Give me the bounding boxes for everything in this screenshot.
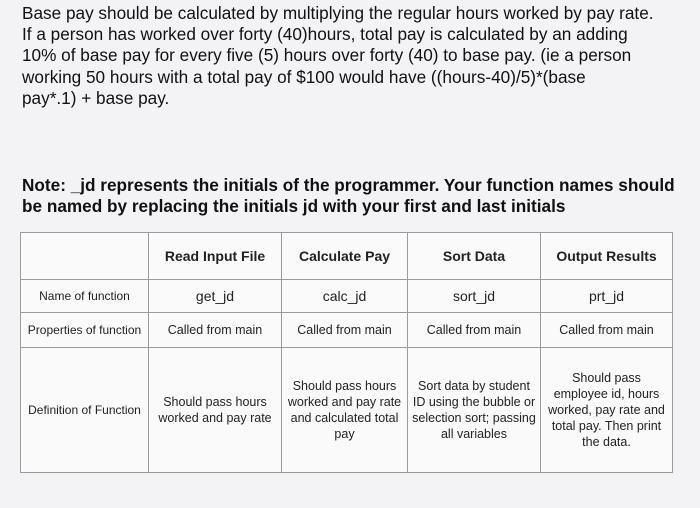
table-cell: Sort data by student ID using the bubble or selection sort; passing all variables — [408, 348, 541, 473]
table-cell: sort_jd — [408, 280, 541, 313]
table-cell: Called from main — [408, 313, 541, 348]
table-cell: prt_jd — [541, 280, 673, 313]
row-label: Properties of function — [21, 313, 149, 348]
table-row — [21, 348, 673, 473]
table-header-row — [21, 233, 673, 280]
paragraph-line: pay*.1) + base pay. — [22, 87, 170, 108]
table-header-sort-data: Sort Data — [408, 233, 541, 280]
table-header-empty — [21, 233, 149, 280]
table-cell: Should pass hours worked and pay rate and calculated total pay — [282, 348, 408, 473]
row-label: Name of function — [21, 280, 149, 313]
paragraph-line: 10% of base pay for every five (5) hours over forty (40) to base pay. (ie a person — [22, 45, 632, 66]
instructions-paragraph — [22, 3, 694, 109]
table-cell: Should pass hours worked and pay rate — [149, 348, 282, 473]
table-header-output-results: Output Results — [541, 233, 673, 280]
paragraph-line: working 50 hours with a total pay of $100 would have ((hours-40)/5)*(base — [22, 66, 586, 87]
table-row — [21, 280, 673, 313]
paragraph-line: If a person has worked over forty (40)hours, total pay is calculated by an adding — [22, 24, 628, 45]
note-line: be named by replacing the initials jd with your first and last initials — [22, 196, 566, 216]
row-label: Definition of Function — [21, 348, 149, 473]
table-header-calculate-pay: Calculate Pay — [282, 233, 408, 280]
table-cell: Called from main — [541, 313, 673, 348]
note-paragraph — [22, 175, 694, 217]
table-cell: get_jd — [149, 280, 282, 313]
table-row — [21, 313, 673, 348]
table-cell: Should pass employee id, hours worked, pay rate and total pay. Then print the data. — [541, 348, 673, 473]
table-cell: Called from main — [149, 313, 282, 348]
paragraph-line: Base pay should be calculated by multiplying the regular hours worked by pay rate. — [22, 3, 654, 23]
table-cell: calc_jd — [282, 280, 408, 313]
function-table — [20, 232, 673, 473]
note-line: Note: _jd represents the initials of the programmer. Your function names should — [22, 175, 675, 195]
table-header-read-input: Read Input File — [149, 233, 282, 280]
table-cell: Called from main — [282, 313, 408, 348]
